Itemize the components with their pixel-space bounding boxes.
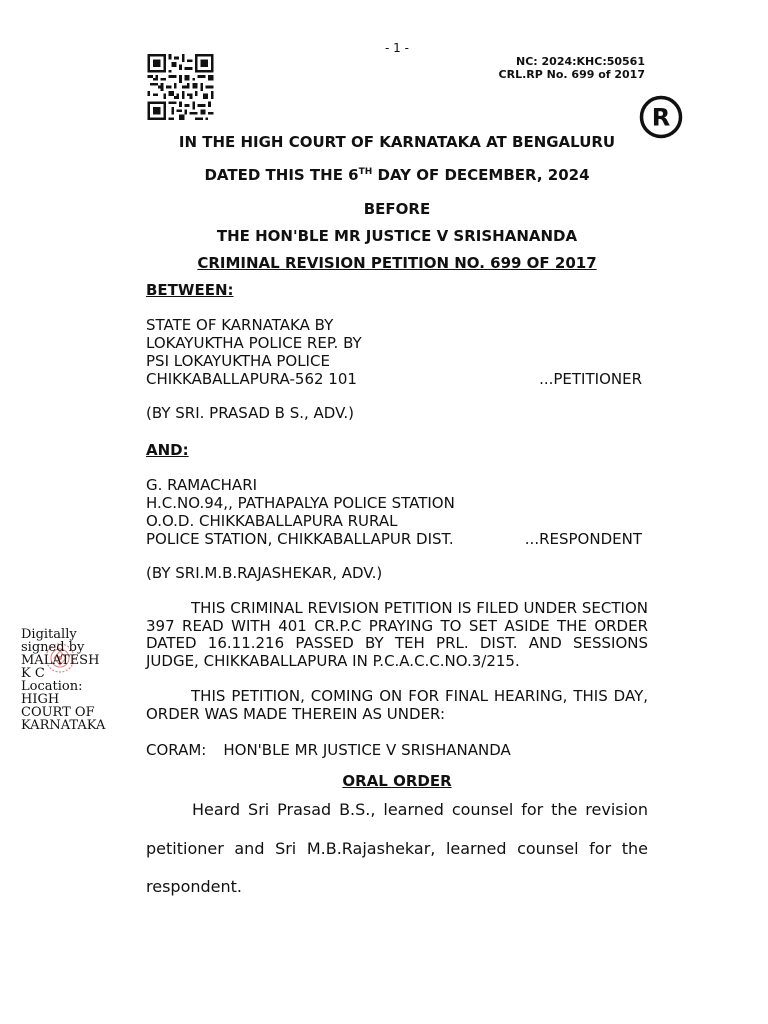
date-line [146,166,648,184]
signature-line: MALATESH [21,653,100,668]
judge-name: THE HON'BLE MR JUSTICE V SRISHANANDA [216,227,578,245]
signature-line: COURT OF [21,705,95,720]
signature-line: HIGH [21,692,60,707]
petitioner-line: LOKAYUKTHA POLICE REP. BY [146,334,362,352]
date-suffix: DAY OF DECEMBER, 2024 [372,166,590,184]
date-prefix: DATED THIS THE 6 [204,166,359,184]
date-superscript: TH [358,167,373,177]
coram-label: CORAM: [146,741,207,759]
digital-signature-block [21,628,125,732]
court-title: IN THE HIGH COURT OF KARNATAKA AT BENGALURU [178,133,616,151]
signature-line: KARNATAKA [21,718,106,733]
respondent-block [146,476,648,548]
respondent-line: H.C.NO.94,, PATHAPALYA POLICE STATION [146,494,455,512]
coram-line [146,741,648,759]
petitioner-block [146,316,648,388]
petitioner-line: CHIKKABALLAPURA-562 101 [146,370,357,388]
filing-paragraph-text: THIS CRIMINAL REVISION PETITION IS FILED UNDER SECTION 397 READ WITH 401 CR.P.C PRAYING TO SET ASIDE THE ORDER DATED 16.11.216 PASSED BY TEH PRL. DIST. AND SESSIONS JUDGE, CHIKKABALLAPURA IN P.C.A.C.C.NO.3/215. [146,599,648,670]
signature-line: signed by [21,640,85,655]
oral-order-heading: ORAL ORDER [342,772,452,790]
respondent-line: O.O.D. CHIKKABALLAPURA RURAL [146,512,398,530]
petitioner-line: STATE OF KARNATAKA BY [146,316,334,334]
signature-line: K C [21,666,45,681]
petitioner-counsel: (BY SRI. PRASAD B S., ADV.) [146,404,355,422]
petition-title: CRIMINAL REVISION PETITION NO. 699 OF 2017 [197,254,597,272]
neutral-citation: NC: 2024:KHC:50561 [516,55,645,68]
coram-judge: HON'BLE MR JUSTICE V SRISHANANDA [223,741,511,759]
oral-order-body [146,791,648,907]
filing-paragraph [146,600,648,670]
case-reference-block [499,55,645,81]
hearing-paragraph-text: THIS PETITION, COMING ON FOR FINAL HEARING, THIS DAY, ORDER WAS MADE THEREIN AS UNDER: [146,687,648,723]
respondent-line: POLICE STATION, CHIKKABALLAPUR DIST. [146,530,454,548]
before-label: BEFORE [363,200,431,218]
between-label: BETWEEN: [146,281,234,299]
respondent-line: G. RAMACHARI [146,476,258,494]
petitioner-line: PSI LOKAYUKTHA POLICE [146,352,330,370]
respondent-role: ...RESPONDENT [524,530,642,548]
petitioner-role: ...PETITIONER [539,370,642,388]
signature-line: Location: [21,679,83,694]
respondent-counsel: (BY SRI.M.B.RAJASHEKAR, ADV.) [146,564,383,582]
hearing-paragraph [146,688,648,723]
svg-text:R: R [651,103,671,132]
signature-line: Digitally [21,627,77,642]
qr-code-icon [145,54,216,120]
oral-order-text: Heard Sri Prasad B.S., learned counsel for the revision petitioner and Sri M.B.Rajashekar, learned counsel for the respondent. [146,800,648,896]
page-number: - 1 - [385,41,409,55]
and-label: AND: [146,441,189,459]
case-number: CRL.RP No. 699 of 2017 [498,68,645,81]
